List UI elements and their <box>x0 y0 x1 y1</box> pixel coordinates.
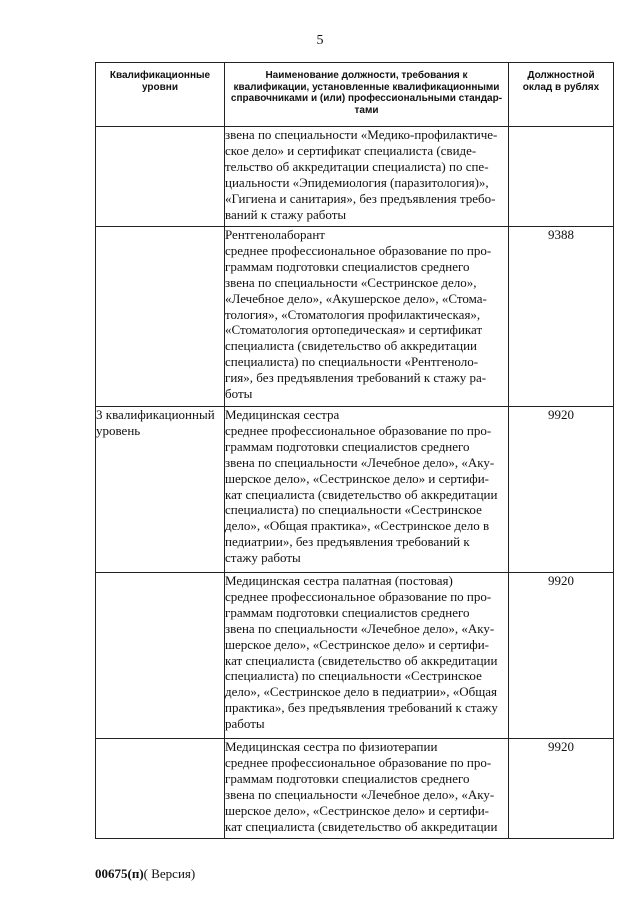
cell-level <box>96 573 225 739</box>
table-row <box>96 407 614 573</box>
cell-salary: 9388 <box>509 227 614 407</box>
header-description: Наименование должности, требования к квалификации, установленные квалификационными справочниками и (или) профессиональными стандар- тами <box>225 63 509 127</box>
header-salary: Должностной оклад в рублях <box>509 63 614 127</box>
cell-salary <box>509 127 614 227</box>
table-row <box>96 227 614 407</box>
cell-level <box>96 127 225 227</box>
cell-description: Рентгенолаборант среднее профессиональное образование по про- граммам подготовки специалистов среднего звена по специальности «Сестринское дело», «Лечебное дело», «Акушерское дело», «Стома- тология», «Стоматология профилактическая», «Стоматология ортопедическая» и сертификат специалиста (свидетельство об аккредитации специалиста) по специальности «Рентгеноло- гия», без предъявления требований к стажу ра- боты <box>225 227 509 407</box>
cell-description: Медицинская сестра среднее профессиональное образование по про- граммам подготовки специалистов среднего звена по специальности «Лечебное дело», «Аку- шерское дело», «Сестринское дело» и сертифи- кат специалиста (свидетельство об аккредитации специалиста) по специальности «Сестринское дело», «Общая практика», «Сестринское дело в педиатрии», без предъявления требований к стажу работы <box>225 407 509 573</box>
qualification-table <box>95 62 614 839</box>
table-row <box>96 573 614 739</box>
document-code: 00675(п) <box>95 866 144 881</box>
cell-description: Медицинская сестра палатная (постовая) среднее профессиональное образование по про- граммам подготовки специалистов среднего звена по специальности «Лечебное дело», «Аку- шерское дело», «Сестринское дело» и сертифи- кат специалиста (свидетельство об аккредитации специалиста) по специальности «Сестринское дело», «Сестринское дело в педиатрии», «Общая практика», без предъявления требований к стажу работы <box>225 573 509 739</box>
cell-level <box>96 227 225 407</box>
cell-level: 3 квалификационный уровень <box>96 407 225 573</box>
header-level: Квалификационные уровни <box>96 63 225 127</box>
table-header-row <box>96 63 614 127</box>
page-number: 5 <box>316 33 324 48</box>
cell-description: звена по специальности «Медико-профилактиче- ское дело» и сертификат специалиста (свиде- тельство об аккредитации специалиста) по спе- циальности «Эпидемиология (паразитология)», «Гигиена и санитария», без предъявления требо- ваний к стажу работы <box>225 127 509 227</box>
cell-salary: 9920 <box>509 407 614 573</box>
document-footer <box>95 866 195 882</box>
document-version: ( Версия) <box>143 866 196 881</box>
table-row <box>96 739 614 839</box>
cell-salary: 9920 <box>509 573 614 739</box>
table-row <box>96 127 614 227</box>
cell-salary: 9920 <box>509 739 614 839</box>
cell-level <box>96 739 225 839</box>
cell-description: Медицинская сестра по физиотерапии среднее профессиональное образование по про- граммам подготовки специалистов среднего звена по специальности «Лечебное дело», «Аку- шерское дело», «Сестринское дело» и сертифи- кат специалиста (свидетельство об аккредитации <box>225 739 509 839</box>
